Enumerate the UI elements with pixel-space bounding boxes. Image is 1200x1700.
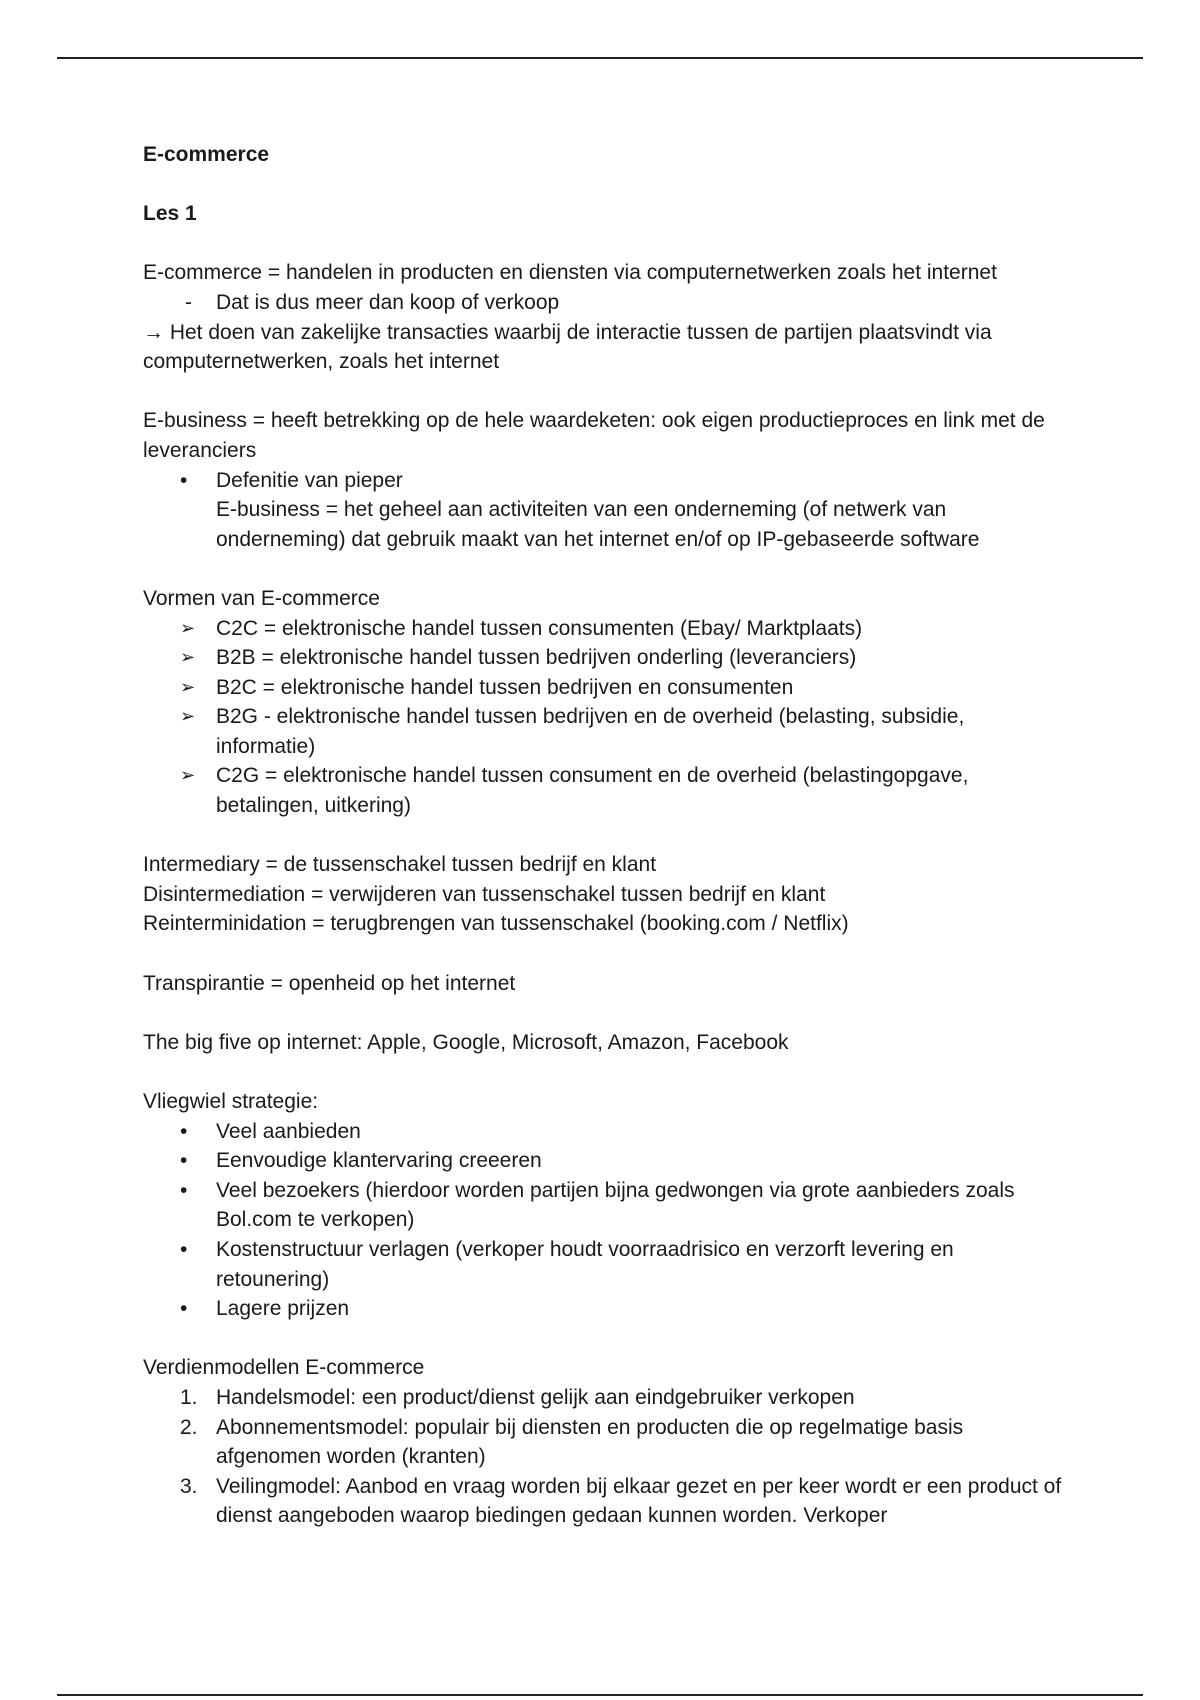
- list-item-text: Eenvoudige klantervaring creeeren: [216, 1149, 542, 1173]
- list-item-text: Veilingmodel: Aanbod en vraag worden bij elkaar gezet en per keer wordt er een product of dienst aangeboden waarop biedingen gedaan kunnen worden. Verkoper: [216, 1474, 1062, 1528]
- list-item: [143, 1117, 1063, 1147]
- bullet-marker: •: [180, 1297, 188, 1321]
- intermediary-definition: Intermediary = de tussenschakel tussen bedrijf en klant: [143, 853, 657, 877]
- vliegwiel-heading: Vliegwiel strategie:: [143, 1090, 319, 1113]
- bullet-marker: •: [180, 1119, 188, 1143]
- list-item: [143, 1383, 1063, 1413]
- list-item: [143, 702, 1063, 761]
- big-five-line: The big five op internet: Apple, Google, Microsoft, Amazon, Facebook: [143, 1030, 789, 1054]
- list-item: [143, 614, 1063, 644]
- number-marker: 2.: [180, 1415, 198, 1439]
- number-marker: 3.: [180, 1474, 198, 1498]
- arrow-marker-icon: ➢: [180, 706, 196, 727]
- list-item: [143, 1413, 1063, 1472]
- list-item-text: B2G - elektronische handel tussen bedrijven en de overheid (belasting, subsidie, informatie): [216, 705, 965, 758]
- verdienmodellen-list: [143, 1383, 1063, 1531]
- bullet-marker: •: [180, 1178, 188, 1202]
- bullet-marker: •: [180, 1149, 188, 1173]
- list-item: [143, 288, 1063, 318]
- arrow-marker-icon: ➢: [180, 617, 196, 638]
- pieper-list: [143, 466, 1063, 555]
- list-item-text: Abonnementsmodel: populair bij diensten en producten die op regelmatige basis afgenomen worden (kranten): [216, 1415, 964, 1469]
- list-item: [143, 1176, 1063, 1235]
- list-item-text: Dat is dus meer dan koop of verkoop: [216, 290, 560, 314]
- vliegwiel-list: [143, 1117, 1063, 1324]
- verdienmodellen-heading: Verdienmodellen E-commerce: [143, 1356, 425, 1380]
- list-item: [143, 1235, 1063, 1294]
- pieper-definition: E-business = het geheel aan activiteiten van een onderneming (of netwerk van onderneming) dat gebruik maakt van het internet en/of op IP-gebaseerde software: [216, 498, 980, 551]
- vormen-heading: Vormen van E-commerce: [143, 586, 380, 610]
- list-item: [143, 673, 1063, 703]
- number-marker: 1.: [180, 1385, 198, 1409]
- document-body: [143, 140, 1063, 1531]
- document-title: E-commerce: [143, 143, 270, 166]
- lesson-heading: Les 1: [143, 202, 197, 226]
- arrow-marker-icon: ➢: [180, 647, 196, 668]
- dash-marker: -: [185, 290, 192, 314]
- bullet-marker: •: [180, 1237, 188, 1261]
- list-item-text: C2G = elektronische handel tussen consument en de overheid (belastingopgave, betalingen, uitkering): [216, 764, 969, 818]
- list-item: [143, 466, 1063, 555]
- list-item: [143, 1294, 1063, 1324]
- list-item-text: Lagere prijzen: [216, 1297, 350, 1321]
- pieper-label: Defenitie van pieper: [216, 468, 403, 492]
- list-item-text: Handelsmodel: een product/dienst gelijk aan eindgebruiker verkopen: [216, 1385, 855, 1409]
- list-item: [143, 643, 1063, 673]
- footer-rule: [57, 1694, 1143, 1696]
- ecommerce-arrow-note: → Het doen van zakelijke transacties waarbij de interactie tussen de partijen plaatsvindt via computernetwerken, zoals het internet: [143, 320, 992, 374]
- list-item-text: Veel bezoekers (hierdoor worden partijen bijna gedwongen via grote aanbieders zoals Bol.com te verkopen): [216, 1178, 1015, 1232]
- list-item-text: Kostenstructuur verlagen (verkoper houdt voorraadrisico en verzorft levering en retounering): [216, 1237, 954, 1291]
- arrow-marker-icon: ➢: [180, 765, 196, 786]
- disintermediation-definition: Disintermediation = verwijderen van tussenschakel tussen bedrijf en klant: [143, 882, 826, 906]
- list-item: [143, 1472, 1063, 1531]
- list-item: [143, 761, 1063, 820]
- ebusiness-definition: E-business = heeft betrekking op de hele waardeketen: ook eigen productieproces en link met de leveranciers: [143, 409, 1045, 462]
- bullet-marker: •: [180, 468, 188, 492]
- header-rule: [57, 57, 1143, 59]
- ecommerce-definition: E-commerce = handelen in producten en diensten via computernetwerken zoals het internet: [143, 261, 997, 285]
- transparantie-definition: Transpirantie = openheid op het internet: [143, 971, 516, 995]
- reintermediation-definition: Reinterminidation = terugbrengen van tussenschakel (booking.com / Netflix): [143, 912, 849, 936]
- vormen-list: [143, 614, 1063, 821]
- list-item-text: B2B = elektronische handel tussen bedrijven onderling (leveranciers): [216, 646, 857, 670]
- ecommerce-sub-list: [143, 288, 1063, 318]
- list-item-text: Veel aanbieden: [216, 1119, 361, 1143]
- arrow-marker-icon: ➢: [180, 676, 196, 697]
- list-item: [143, 1146, 1063, 1176]
- list-item-text: C2C = elektronische handel tussen consumenten (Ebay/ Marktplaats): [216, 616, 863, 640]
- list-item-text: B2C = elektronische handel tussen bedrijven en consumenten: [216, 675, 794, 699]
